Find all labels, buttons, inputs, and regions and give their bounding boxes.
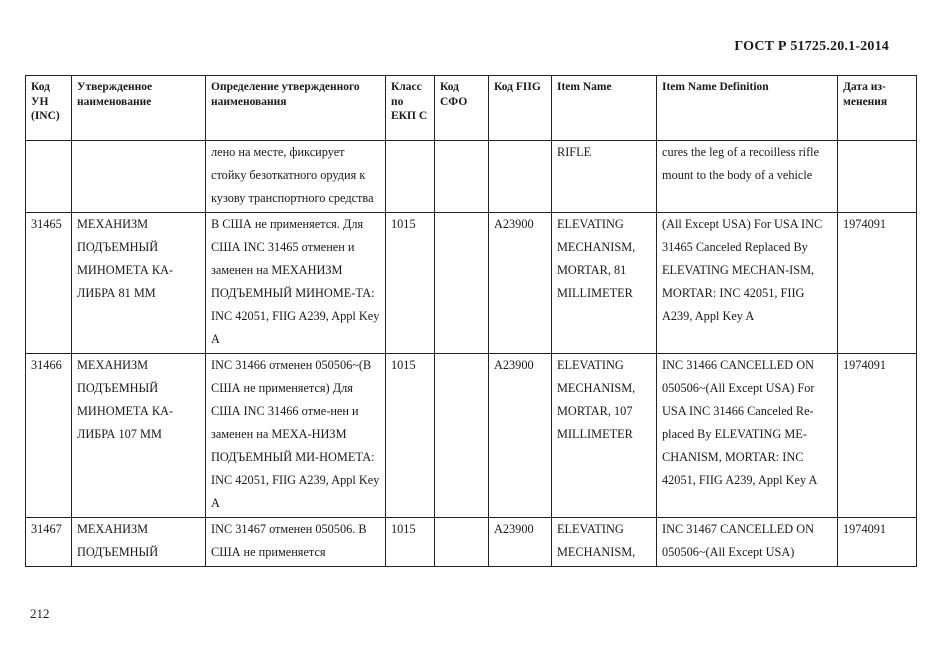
cell-class: 1015 <box>386 213 435 354</box>
cell-definition: лено на месте, фиксирует стойку безоткатного орудия к кузову транспортного средства <box>206 141 386 213</box>
cell-fiig: A23900 <box>489 518 552 567</box>
cell-class: 1015 <box>386 518 435 567</box>
cell-name <box>72 141 206 213</box>
cell-definition: В США не применяется. Для США INC 31465 отменен и заменен на МЕХАНИЗМ ПОДЪЕМНЫЙ МИНОМЕ-ТА: INC 42051, FIIG A239, Appl Key A <box>206 213 386 354</box>
col-definition-header: Определение утвержденного наименования <box>206 76 386 141</box>
cell-class <box>386 141 435 213</box>
table-row <box>26 213 917 354</box>
cell-item-name: ELEVATING MECHANISM, MORTAR, 107 MILLIMETER <box>552 354 657 518</box>
cell-date: 1974091 <box>838 518 917 567</box>
cell-class: 1015 <box>386 354 435 518</box>
cell-name: МЕХАНИЗМ ПОДЪЕМНЫЙ МИНОМЕТА КА-ЛИБРА 107 ММ <box>72 354 206 518</box>
cell-item-def: (All Except USA) For USA INC 31465 Canceled Replaced By ELEVATING MECHAN-ISM, MORTAR: INC 42051, FIIG A239, Appl Key A <box>657 213 838 354</box>
table-row <box>26 518 917 567</box>
document-title: ГОСТ Р 51725.20.1-2014 <box>734 39 889 54</box>
cell-item-def: cures the leg of a recoilless rifle mount to the body of a vehicle <box>657 141 838 213</box>
cell-item-name: ELEVATING MECHANISM, MORTAR, 81 MILLIMETER <box>552 213 657 354</box>
data-table <box>25 75 917 567</box>
cell-sfo <box>435 213 489 354</box>
table-row <box>26 141 917 213</box>
cell-definition: INC 31467 отменен 050506. В США не применяется <box>206 518 386 567</box>
cell-inc: 31466 <box>26 354 72 518</box>
cell-inc: 31467 <box>26 518 72 567</box>
col-sfo-header: Код СФО <box>435 76 489 141</box>
col-item-def-header: Item Name Definition <box>657 76 838 141</box>
cell-item-name: ELEVATING MECHANISM, <box>552 518 657 567</box>
cell-date <box>838 141 917 213</box>
col-date-header: Дата из-менения <box>838 76 917 141</box>
cell-name: МЕХАНИЗМ ПОДЪЕМНЫЙ МИНОМЕТА КА-ЛИБРА 81 ММ <box>72 213 206 354</box>
cell-sfo <box>435 518 489 567</box>
table-row <box>26 354 917 518</box>
cell-sfo <box>435 141 489 213</box>
cell-name: МЕХАНИЗМ ПОДЪЕМНЫЙ <box>72 518 206 567</box>
cell-fiig: A23900 <box>489 213 552 354</box>
cell-item-def: INC 31466 CANCELLED ON 050506~(All Except USA) For USA INC 31466 Canceled Re-placed By ELEVATING ME-CHANISM, MORTAR: INC 42051, FIIG A239, Appl Key A <box>657 354 838 518</box>
cell-item-def: INC 31467 CANCELLED ON 050506~(All Except USA) <box>657 518 838 567</box>
cell-sfo <box>435 354 489 518</box>
col-fiig-header: Код FIIG <box>489 76 552 141</box>
col-name-header: Утвержденное наименование <box>72 76 206 141</box>
cell-date: 1974091 <box>838 213 917 354</box>
cell-definition: INC 31466 отменен 050506~(В США не применяется) Для США INC 31466 отме-нен и заменен на МЕХА-НИЗМ ПОДЪЕМНЫЙ МИ-НОМЕТА: INC 42051, FIIG A239, Appl Key A <box>206 354 386 518</box>
cell-item-name: RIFLE <box>552 141 657 213</box>
header-row <box>26 76 917 141</box>
cell-date: 1974091 <box>838 354 917 518</box>
cell-inc <box>26 141 72 213</box>
cell-fiig: A23900 <box>489 354 552 518</box>
cell-fiig <box>489 141 552 213</box>
page-number: 212 <box>30 606 50 621</box>
col-item-name-header: Item Name <box>552 76 657 141</box>
col-inc-header: Код УН (INC) <box>26 76 72 141</box>
cell-inc: 31465 <box>26 213 72 354</box>
col-class-header: Класс по ЕКП С <box>386 76 435 141</box>
